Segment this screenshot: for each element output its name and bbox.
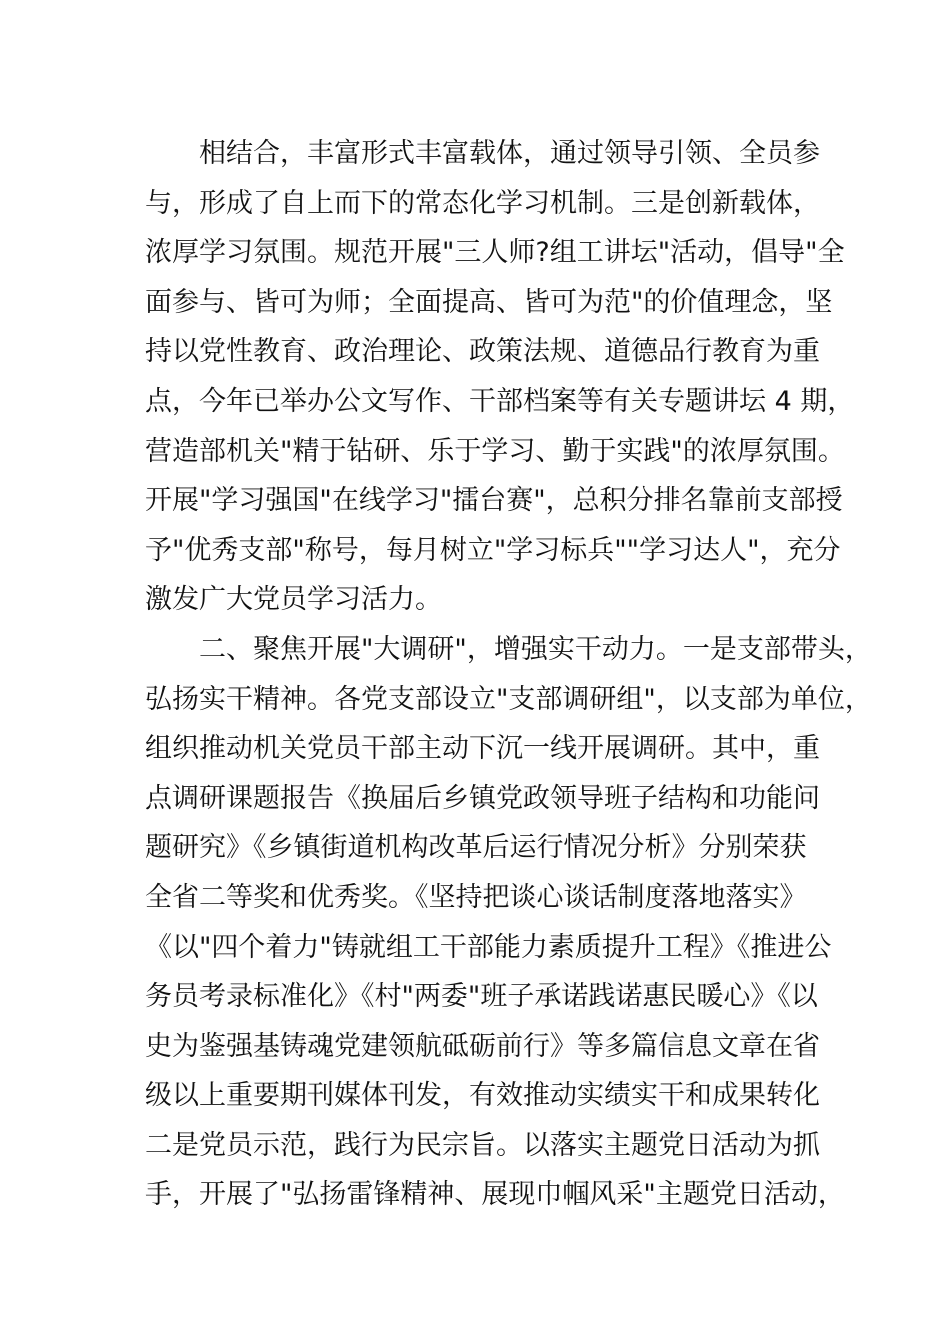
body-text [145, 129, 872, 1220]
text-line: 持以党性教育、政治理论、政策法规、道德品行教育为重 [145, 336, 820, 368]
text-line: 予"优秀支部"称号，每月树立"学习标兵""学习达人"，充分 [145, 534, 841, 566]
text-line: 开展"学习强国"在线学习"擂台赛"，总积分排名靠前支部授 [145, 485, 843, 517]
text-line: 《以"四个着力"铸就组工干部能力素质提升工程》《推进公 [145, 931, 832, 963]
text-line: 点，今年已举办公文写作、干部档案等有关专题讲坛 4 期， [145, 385, 855, 417]
text-line: 手，开展了"弘扬雷锋精神、展现巾帼风采"主题党日活动， [145, 1179, 845, 1211]
text-line: 激发广大党员学习活力。 [145, 584, 442, 616]
text-line: 级以上重要期刊媒体刊发，有效推动实绩实干和成果转化 [145, 1080, 820, 1112]
text-line: 二是党员示范，践行为民宗旨。以落实主题党日活动为抓 [145, 1129, 820, 1161]
paragraph-start-line: 二、聚焦开展"大调研"，增强实干动力。一是支部带头， [199, 633, 872, 665]
text-line: 史为鉴强基铸魂党建领航砥砺前行》等多篇信息文章在省 [145, 1030, 820, 1062]
text-line: 题研究》《乡镇街道机构改革后运行情况分析》分别荣获 [145, 832, 807, 864]
text-line: 组织推动机关党员干部主动下沉一线开展调研。其中，重 [145, 733, 820, 765]
text-line: 面参与、皆可为师；全面提高、皆可为范"的价值理念，坚 [145, 286, 833, 318]
text-line: 相结合，丰富形式丰富载体，通过领导引领、全员参 [199, 138, 820, 169]
text-line: 弘扬实干精神。各党支部设立"支部调研组"，以支部为单位， [145, 683, 872, 715]
text-line: 务员考录标准化》《村"两委"班子承诺践诺惠民暖心》《以 [145, 981, 818, 1013]
text-line: 营造部机关"精于钻研、乐于学习、勤于实践"的浓厚氛围。 [145, 435, 845, 467]
text-line: 与，形成了自上而下的常态化学习机制。三是创新载体， [145, 187, 820, 219]
text-line: 全省二等奖和优秀奖。《坚持把谈心谈话制度落地落实》 [145, 881, 807, 913]
text-line: 浓厚学习氛围。规范开展"三人师?组工讲坛"活动，倡导"全 [145, 237, 845, 269]
text-line: 点调研课题报告《换届后乡镇党政领导班子结构和功能问 [145, 782, 820, 814]
